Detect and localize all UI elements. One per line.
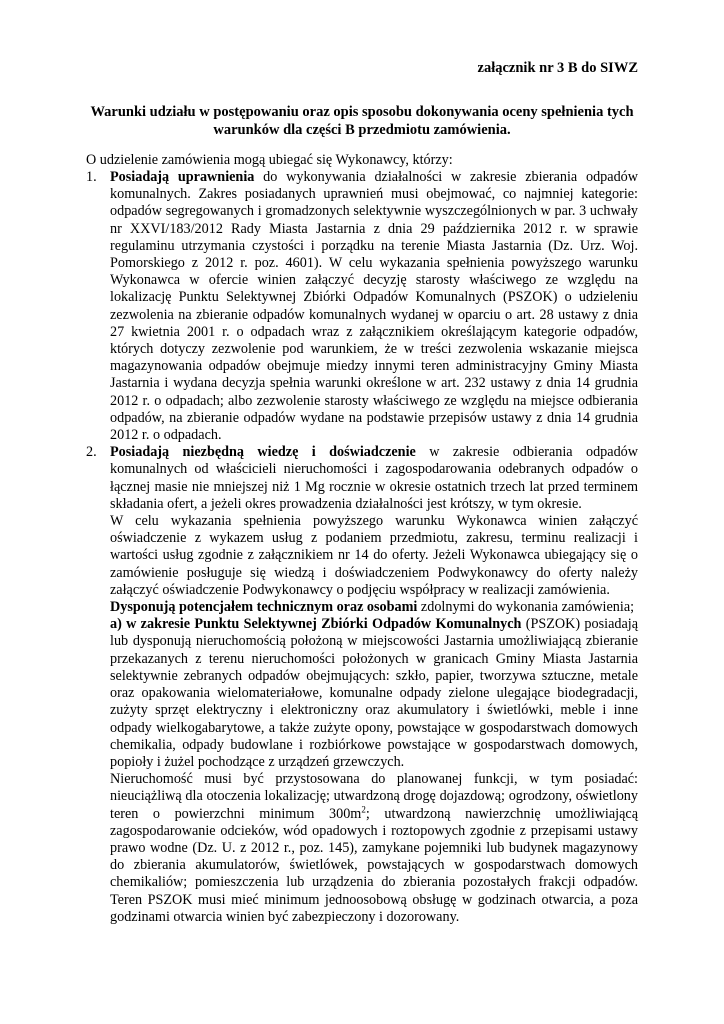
property-text-b: ; utwardzoną nawierzchnię umożliwiającą zagospodarowanie odcieków, wód opadowych i roztopowych zgodnie z przepisami ustawy prawo wodne (Dz. U. z 2012 r., poz. 145), zamykane pojemniki lub budynek magazynowy do zbierania akumulatorów, świetlówek, powstających w gospodarstwach domowych chemikaliów; pomieszczenia lub urządzenia do zbierania pozostałych frakcji odpadów. Teren PSZOK musi mieć minimum jednoosobową obsługę w godzinach otwarcia, a poza godzinami otwarcia winien być zabezpieczony i dozorowany. xyxy=(110,805,639,925)
superscript: 2 xyxy=(361,803,366,814)
item-number: 1. xyxy=(86,169,97,185)
capacity-text: zdolnymi do wykonania zamówienia; xyxy=(417,599,635,616)
item-1-paragraph xyxy=(110,169,638,444)
property-text-a: Nieruchomość musi być przystosowana do planowanej funkcji, w tym posiadać: nieuciążliwą dla otoczenia lokalizację; utwardzoną drogę dojazdową; ogrodzony, oświetlony teren o powierzchni minimum 300m xyxy=(110,771,638,822)
item-1-text: do wykonywania działalności w zakresie zbierania odpadów komunalnych. Zakres posiadanych uprawnień musi obejmować, co najmniej kategorie: odpadów segregowanych i gromadzonych selektywnie wyszczególnionych w par. 3 uchwały nr XXVI/183/2012 Rady Miasta Jastarnia z dnia 29 października 2012 r. w sprawie regulaminu utrzymania czystości i porządku na terenie Miasta Jastarnia (Dz. Urz. Woj. Pomorskiego z 2012 r. poz. 4601). W celu wykazania spełnienia powyższego warunku Wykonawca w ofercie winien załączyć decyzję starosty właściwego ze względu na lokalizację Punktu Selektywnej Zbiórki Odpadów Komunalnych (PSZOK) o udzieleniu zezwolenia na zbieranie odpadów komunalnych wydanej w oparciu o art. 28 ustawy z dnia 27 kwietnia 2001 r. o odpadach wraz z załącznikiem określającym kategorie odpadów, których dotyczy zezwolenie pod warunkiem, że w treści zezwolenia wskazanie miejsca magazynowania odpadów obejmuje miedzy innymi teren administracyjny Gminy Miasta Jastarnia i wydana decyzja spełnia warunki określone w art. 232 ustawy z dnia 14 grudnia 2012 r. o odpadach; albo zezwolenie starosty właściwego ze względu na miejsce odbierania odpadów, na zbieranie odpadów wydane na podstawie przepisów ustawy z dnia 14 grudnia 2012 r. o odpadach. xyxy=(110,169,639,444)
pszok-text: (PSZOK) posiadają lub dysponują nieruchomością położoną w miejscowości Jastarnia umożliwiającą zbieranie przekazanych z terenu nieruchomości położonych w granicach Gminy Miasta Jastarnia selektywnie zebranych odpadów obejmujących: szkło, papier, tworzywa sztuczne, metale oraz opakowania wielomateriałowe, komunalne odpady zielone ulegające biodegradacji, zużyty sprzęt elektryczny i elektroniczny oraz akumulatory i świetlówki, meble i inne odpady wielkogabarytowe, a także zużyte opony, powstające w gospodarstwach domowych chemikalia, odpady budowlane i rozbiórkowe powstające w gospodarstwach domowych, popioły i żużel pochodzące z urządzeń grzewczych. xyxy=(110,616,638,770)
item-number: 2. xyxy=(86,444,97,461)
item-2-paragraph xyxy=(110,444,638,513)
item-2-lead: Posiadają niezbędną wiedzę i doświadczenie xyxy=(110,444,416,461)
intro-paragraph: O udzielenie zamówienia mogą ubiegać się Wykonawcy, którzy: xyxy=(86,152,453,168)
item-1-lead: Posiadają uprawnienia xyxy=(110,169,255,185)
document-title: Warunki udziału w postępowaniu oraz opis sposobu dokonywania oceny spełnienia tych warunków dla części B przedmiotu zamówienia. xyxy=(90,104,634,138)
list-item xyxy=(86,169,638,444)
property-requirements-paragraph xyxy=(110,771,638,926)
pszok-paragraph xyxy=(110,616,638,771)
list-item xyxy=(86,444,638,926)
capacity-lead: Dysponują potencjałem technicznym oraz osobami xyxy=(110,599,418,616)
annex-label: załącznik nr 3 B do SIWZ xyxy=(477,60,638,76)
item-2-evidence-paragraph: W celu wykazania spełnienia powyższego warunku Wykonawca winien załączyć oświadczenie z wykazem usług z podaniem przedmiotu, zakresu, terminu realizacji i wartości usług zgodnie z załącznikiem nr 14 do oferty. Jeżeli Wykonawca ubiegający się o zamówienie posługuje się wiedzą i doświadczeniem Podwykonawcy do oferty należy załączyć oświadczenie Podwykonawcy o podjęciu współpracy w realizacji zamówienia. xyxy=(110,513,638,598)
item-2-text: w zakresie odbierania odpadów komunalnych od właścicieli nieruchomości i zagospodarowania odebranych odpadów o łącznej masie nie mniejszej niż 1 Mg rocznie w okresie ostatnich trzech lat przed terminem składania ofert, a jeżeli okres prowadzenia działalności jest krótszy, w tym okresie. xyxy=(110,444,638,512)
pszok-lead: a) w zakresie Punktu Selektywnej Zbiórki Odpadów Komunalnych xyxy=(110,616,522,633)
conditions-list xyxy=(86,169,638,926)
capacity-paragraph xyxy=(110,599,638,616)
